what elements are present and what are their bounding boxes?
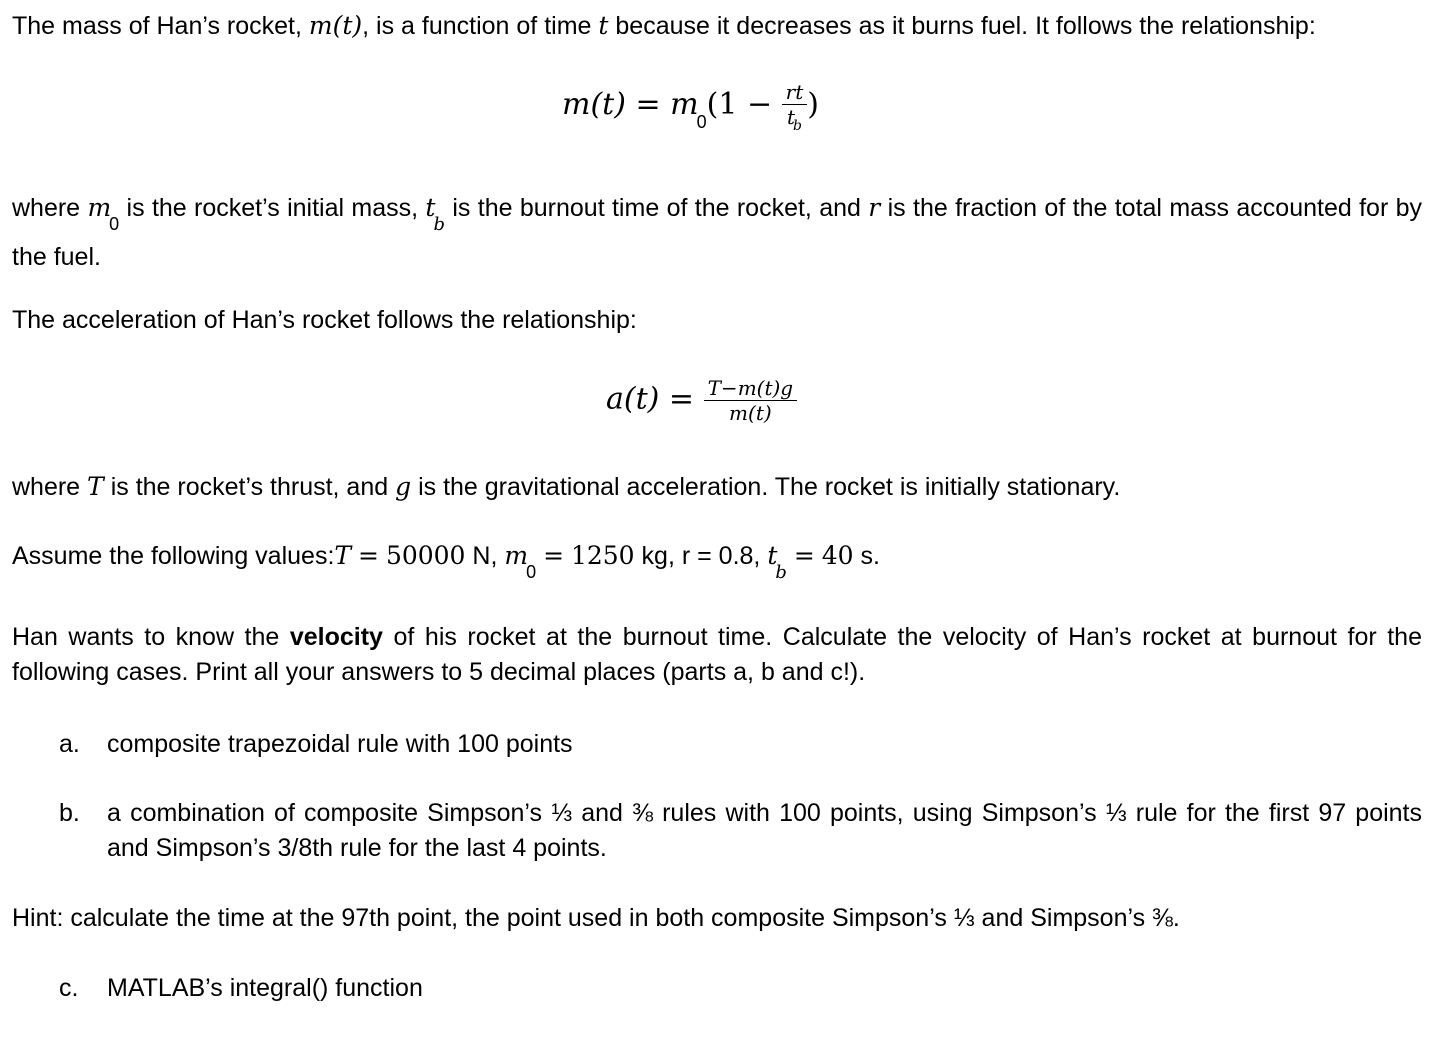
where-mass-t: t <box>425 193 436 222</box>
assume-t-value: 40 <box>821 541 854 570</box>
list-item-c <box>59 971 1422 1006</box>
where-mass-text-3: is the burnout time of the rocket, and <box>452 194 861 222</box>
mass-eq-sub0: 0 <box>696 112 707 132</box>
intro-text-2: , is a function of time <box>362 12 592 40</box>
accel-eq-equals: = <box>668 381 695 417</box>
list-item-b <box>59 796 1422 866</box>
task-bold-velocity: velocity <box>289 623 383 651</box>
mass-eq-close: ) <box>807 87 819 122</box>
intro-text-1: The mass of Han’s rocket, <box>12 12 302 40</box>
where-mass-text-1: where <box>12 194 81 222</box>
where-mass-m: m <box>87 193 112 222</box>
mass-eq-fraction <box>782 80 808 132</box>
intro-paragraph <box>12 8 1422 44</box>
mass-eq-minus: − <box>746 87 773 122</box>
mass-eq-m: m <box>670 87 699 122</box>
assume-lead: Assume the following values: <box>12 542 335 570</box>
accel-intro: The acceleration of Han’s rocket follows the relationship: <box>12 306 637 334</box>
intro-symbol-t: t <box>598 11 609 40</box>
assume-m-value: 1250 <box>570 541 635 570</box>
accel-eq-denominator: m(t) <box>729 401 772 425</box>
where-accel-text-1: where <box>12 473 81 501</box>
where-accel-g: g <box>395 472 412 501</box>
assume-T: T <box>334 541 352 570</box>
assume-paragraph <box>12 538 1422 583</box>
hint-paragraph: Hint: calculate the time at the 97th point, the point used in both composite Simpson’s ⅓ and Simpson’s ⅜. <box>12 904 1180 932</box>
accel-equation <box>606 376 797 425</box>
accel-eq-fraction <box>704 376 798 425</box>
assume-eq2: = <box>543 541 565 570</box>
assume-eq1: = <box>358 541 379 570</box>
intro-text-3: because it decreases as it burns fuel. It follows the relationship: <box>615 12 1316 40</box>
mass-eq-denominator <box>782 105 808 132</box>
assume-m: m <box>504 541 529 570</box>
list-marker-a: a. <box>59 730 80 758</box>
assume-m-unit: kg, r = 0.8, <box>641 542 761 570</box>
mass-eq-numerator: rt <box>782 80 808 105</box>
task-text-1: Han wants to know the <box>12 623 280 651</box>
mass-eq-open: (1 <box>706 87 738 122</box>
where-mass-paragraph <box>12 184 1422 281</box>
list-marker-c: c. <box>59 974 79 1002</box>
task-paragraph <box>12 620 1422 690</box>
where-accel-T: T <box>87 472 104 501</box>
where-accel-text-3: is the gravitational acceleration. The rocket is initially stationary. <box>418 473 1121 501</box>
where-mass-text-2: is the rocket’s initial mass, <box>126 194 419 222</box>
assume-t: t <box>767 541 778 570</box>
where-mass-r: r <box>868 193 881 222</box>
list-text-b: a combination of composite Simpson’s ⅓ and ⅜ rules with 100 points, using Simpson’s ⅓ rule for the first 97 points and Simpson’s 3/8th rule for the last 4 points. <box>107 799 1422 862</box>
mass-eq-den-sub: b <box>793 118 802 134</box>
assume-eq3: = <box>793 541 815 570</box>
mass-eq-equals: = <box>635 87 661 122</box>
assume-T-value: 50000 <box>385 541 466 570</box>
where-accel-text-2: is the rocket’s thrust, and <box>110 473 389 501</box>
where-accel-paragraph <box>12 469 1422 505</box>
assume-T-unit: N, <box>472 542 498 570</box>
mass-eq-den-t: t <box>786 105 795 129</box>
mass-eq-lhs: m(t) <box>562 87 626 122</box>
task-text-2: of his rocket at the burnout time. Calculate the velocity of Han’s rocket at burnout for the following cases. Print all your answers to 5 decimal places (parts a, b and c!). <box>12 623 1422 686</box>
assume-t-unit: s. <box>860 542 880 570</box>
where-mass-text-4: is the fraction of the total mass accounted for by the fuel. <box>12 194 1423 271</box>
where-mass-sub0: 0 <box>109 214 120 234</box>
mass-equation <box>562 80 819 132</box>
accel-eq-numerator: T−m(t)g <box>704 376 798 401</box>
assume-sub0: 0 <box>526 562 537 582</box>
list-item-a <box>59 727 1422 762</box>
where-mass-subb: b <box>433 214 445 235</box>
list-text-c: MATLAB’s integral() function <box>107 974 423 1002</box>
intro-symbol-mt: m(t) <box>308 11 363 40</box>
assume-subb: b <box>775 562 787 583</box>
accel-eq-lhs: a(t) <box>606 381 660 417</box>
list-text-a: composite trapezoidal rule with 100 points <box>107 730 573 758</box>
list-marker-b: b. <box>59 799 80 827</box>
